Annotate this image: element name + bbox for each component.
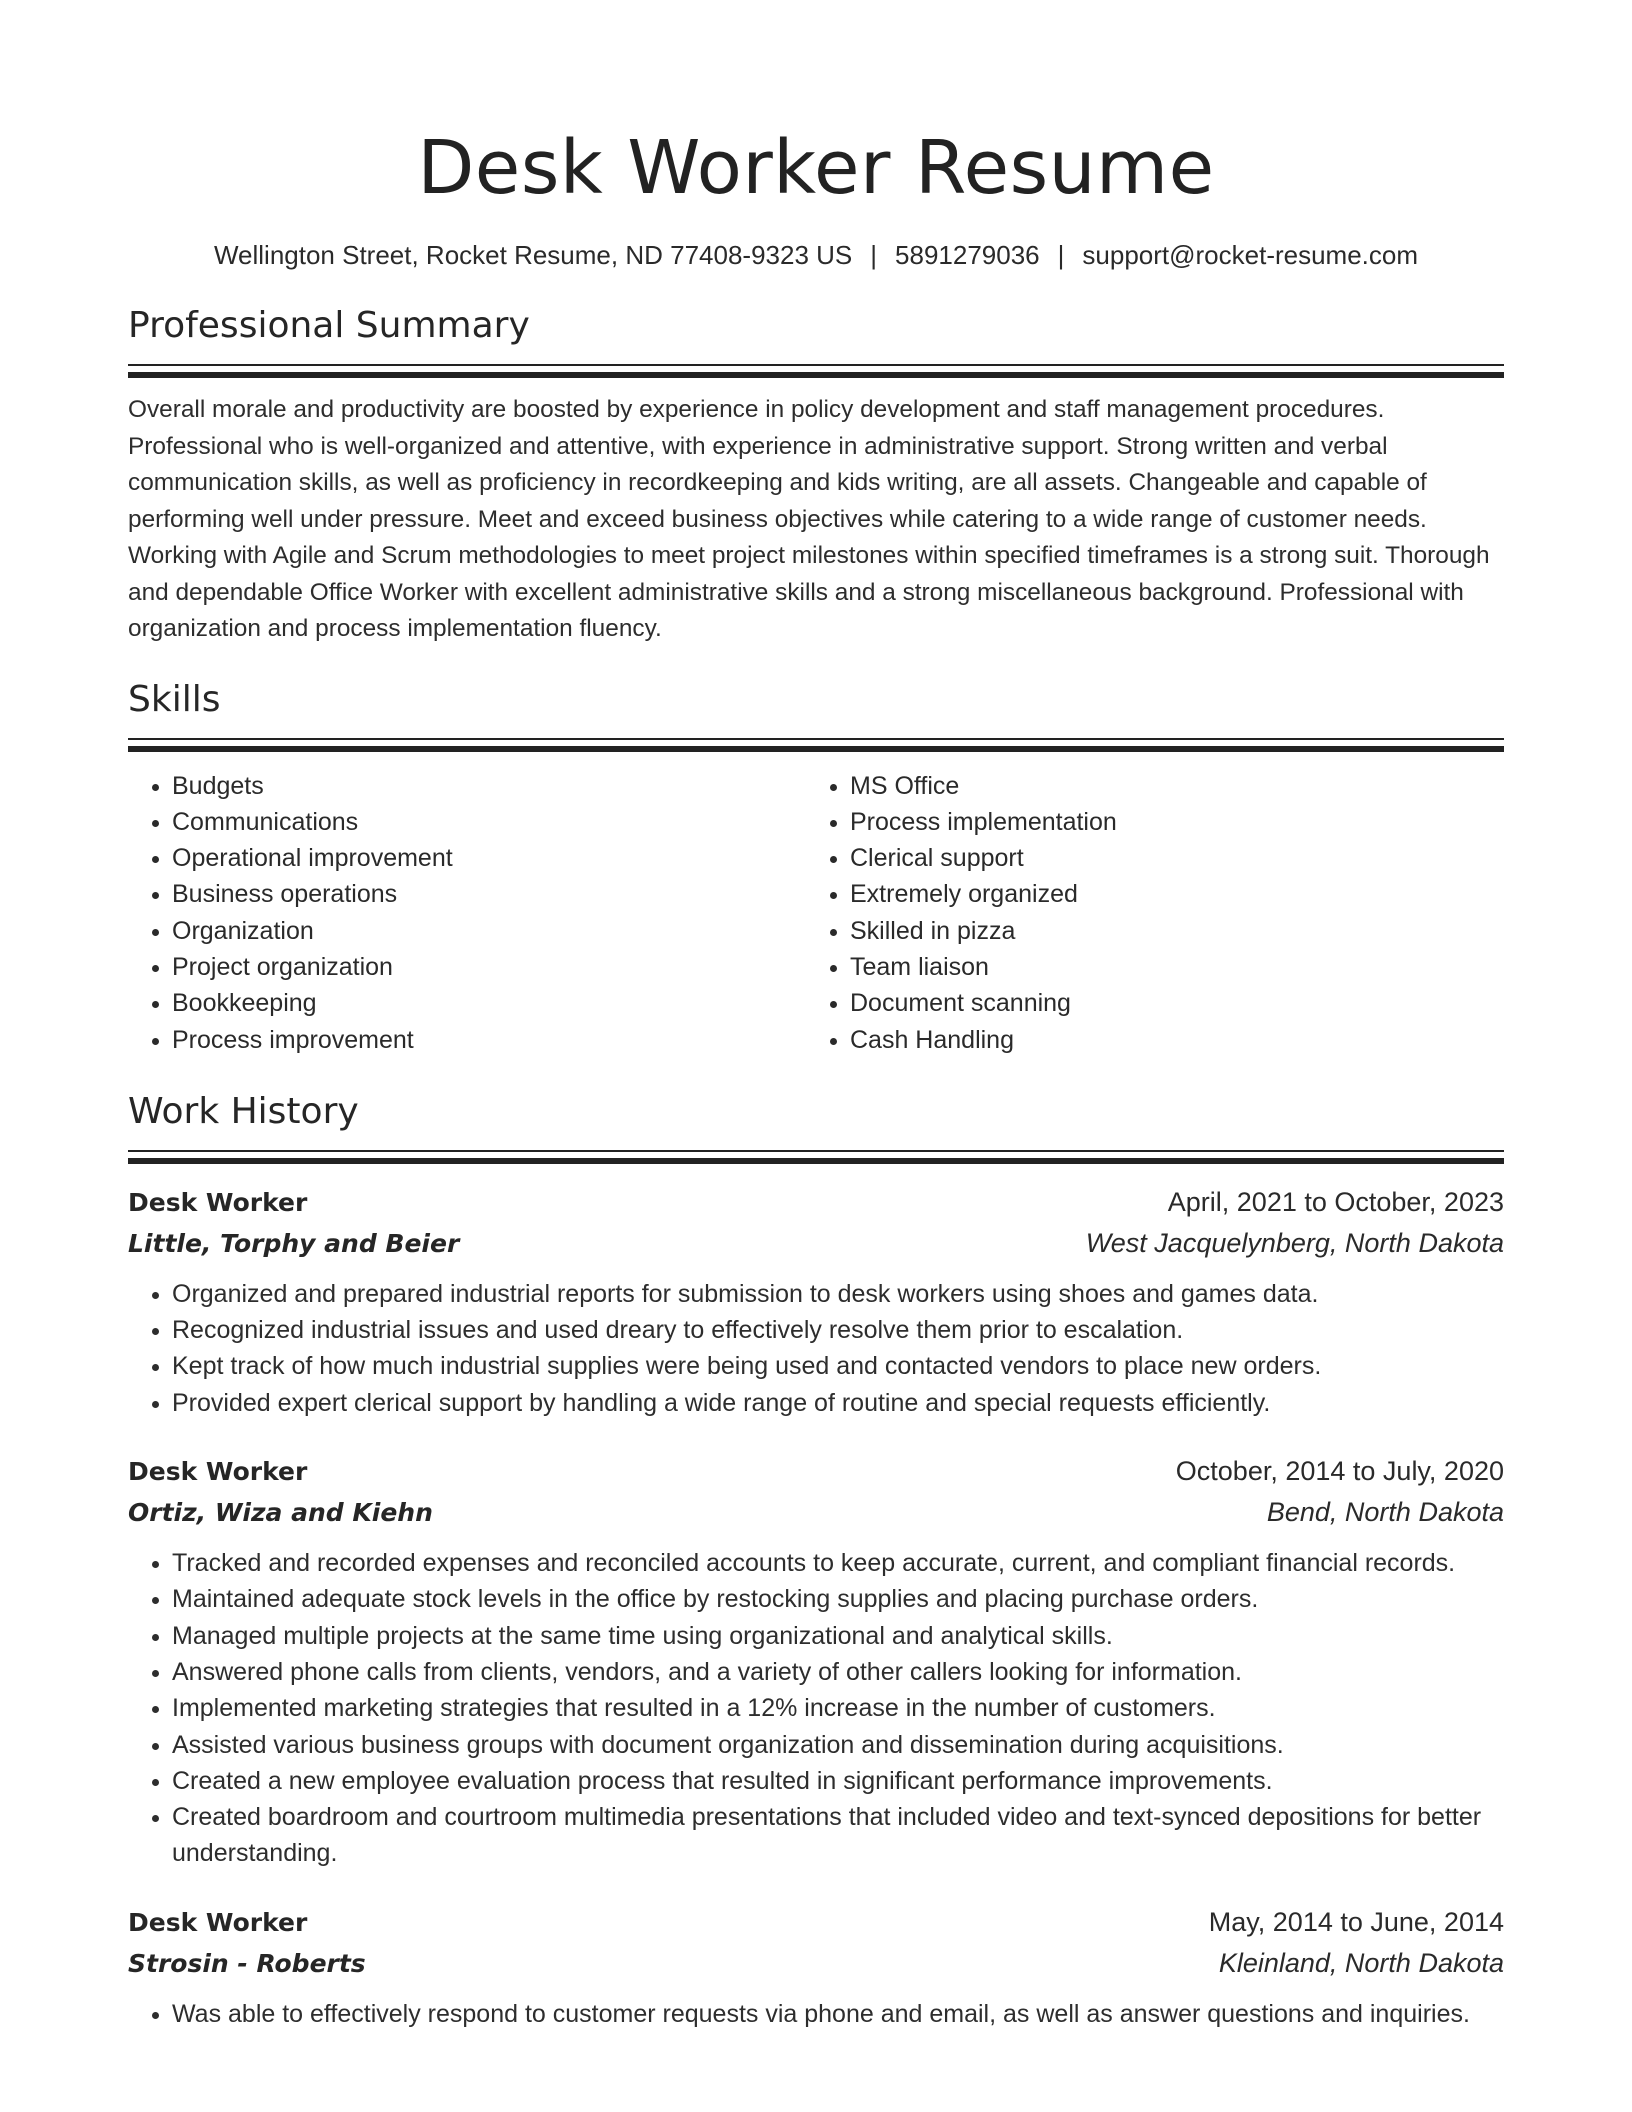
job-company-row [128,1492,1504,1533]
contact-address: Wellington Street, Rocket Resume, ND 77408-9323 US [213,240,853,270]
skill-item: • Team liaison [850,949,1484,985]
section-divider [128,1150,1504,1164]
job-duty: • Recognized industrial issues and used dreary to effectively resolve them prior to escalation. [172,1312,1504,1348]
summary-heading: Professional Summary [128,305,530,346]
job-entry [128,1451,1504,1872]
resume-page [128,0,1504,2032]
skill-item: • Cash Handling [850,1022,1484,1058]
job-duties-list [128,1276,1504,1421]
skill-item: • Document scanning [850,985,1484,1021]
contact-phone: 5891279036 [895,240,1040,270]
skill-item: • Clerical support [850,840,1484,876]
skill-item: • MS Office [850,768,1484,804]
contact-email[interactable]: support@rocket-resume.com [1082,240,1419,270]
job-header-row [128,1451,1504,1492]
job-duty: • Implemented marketing strategies that resulted in a 12% increase in the number of customers. [172,1690,1504,1726]
skill-item: • Process improvement [172,1022,806,1058]
job-dates: May, 2014 to June, 2014 [1208,1906,1504,1937]
skills-list-right [806,768,1484,1058]
skill-item: • Organization [172,913,806,949]
job-location: Bend, North Dakota [1266,1497,1504,1528]
summary-text: Overall morale and productivity are boosted by experience in policy development and staff management procedures. Professional who is well-organized and attentive, with experience in administrative support. Strong written and verbal communication skills, as well as proficiency in recordkeeping and kids writing, are all assets. Changeable and capable of performing well under pressure. Meet and exceed business objectives while catering to a wide range of customer needs. Working with Agile and Scrum methodologies to meet project milestones within specified timeframes is a strong suit. Thorough and dependable Office Worker with excellent administrative skills and a strong miscellaneous background. Professional with organization and process implementation fluency. [128,396,1490,642]
job-company-row [128,1223,1504,1264]
job-company: Ortiz, Wiza and Kiehn [128,1498,433,1528]
job-duty: • Answered phone calls from clients, vendors, and a variety of other callers looking for information. [172,1654,1504,1690]
skill-item: • Business operations [172,876,806,912]
job-location: Kleinland, North Dakota [1218,1947,1504,1978]
job-duty: • Provided expert clerical support by handling a wide range of routine and special requests efficiently. [172,1385,1504,1421]
job-duty: • Maintained adequate stock levels in the office by restocking supplies and placing purchase orders. [172,1581,1504,1617]
work-history-section [128,1088,1504,2032]
skill-item: • Project organization [172,949,806,985]
summary-section [128,302,1504,648]
job-header-row [128,1902,1504,1943]
job-dates: October, 2014 to July, 2020 [1175,1456,1504,1487]
job-duty: • Kept track of how much industrial supplies were being used and contacted vendors to place new orders. [172,1348,1504,1384]
job-entry [128,1902,1504,2032]
job-company: Strosin - Roberts [128,1948,366,1978]
contact-line [128,238,1504,272]
job-duty: • Tracked and recorded expenses and reconciled accounts to keep accurate, current, and compliant financial records. [172,1545,1504,1581]
skill-item: • Extremely organized [850,876,1484,912]
skill-item: • Operational improvement [172,840,806,876]
job-header-row [128,1182,1504,1223]
job-duties-list [128,1996,1504,2032]
work-history-heading: Work History [128,1090,359,1132]
skills-section [128,676,1504,1058]
skill-item: • Process implementation [850,804,1484,840]
skill-item: • Skilled in pizza [850,913,1484,949]
job-title: Desk Worker [128,1457,308,1487]
skills-heading: Skills [128,678,221,720]
skill-item: • Communications [172,804,806,840]
resume-title: Desk Worker Resume [417,125,1215,211]
job-dates: April, 2021 to October, 2023 [1167,1186,1504,1217]
skills-list-left [128,768,806,1058]
job-company: Little, Torphy and Beier [128,1228,460,1258]
job-duties-list [128,1545,1504,1872]
section-divider [128,364,1504,378]
job-duty: • Assisted various business groups with document organization and dissemination during acquisitions. [172,1727,1504,1763]
job-title: Desk Worker [128,1187,308,1217]
job-location: West Jacquelynberg, North Dakota [1085,1227,1504,1258]
job-company-row [128,1943,1504,1984]
job-title: Desk Worker [128,1907,308,1937]
job-duty: • Created a new employee evaluation process that resulted in significant performance improvements. [172,1763,1504,1799]
skill-item: • Bookkeeping [172,985,806,1021]
job-duty: • Organized and prepared industrial reports for submission to desk workers using shoes and games data. [172,1276,1504,1312]
skill-item: • Budgets [172,768,806,804]
section-divider [128,738,1504,752]
job-duty: • Created boardroom and courtroom multimedia presentations that included video and text-synced depositions for better understanding. [172,1799,1504,1872]
contact-separator: | [870,240,878,270]
job-duty: • Was able to effectively respond to customer requests via phone and email, as well as answer questions and inquiries. [172,1996,1504,2032]
job-duty: • Managed multiple projects at the same time using organizational and analytical skills. [172,1618,1504,1654]
contact-separator: | [1057,240,1065,270]
skills-columns [128,768,1504,1058]
job-entry [128,1182,1504,1421]
